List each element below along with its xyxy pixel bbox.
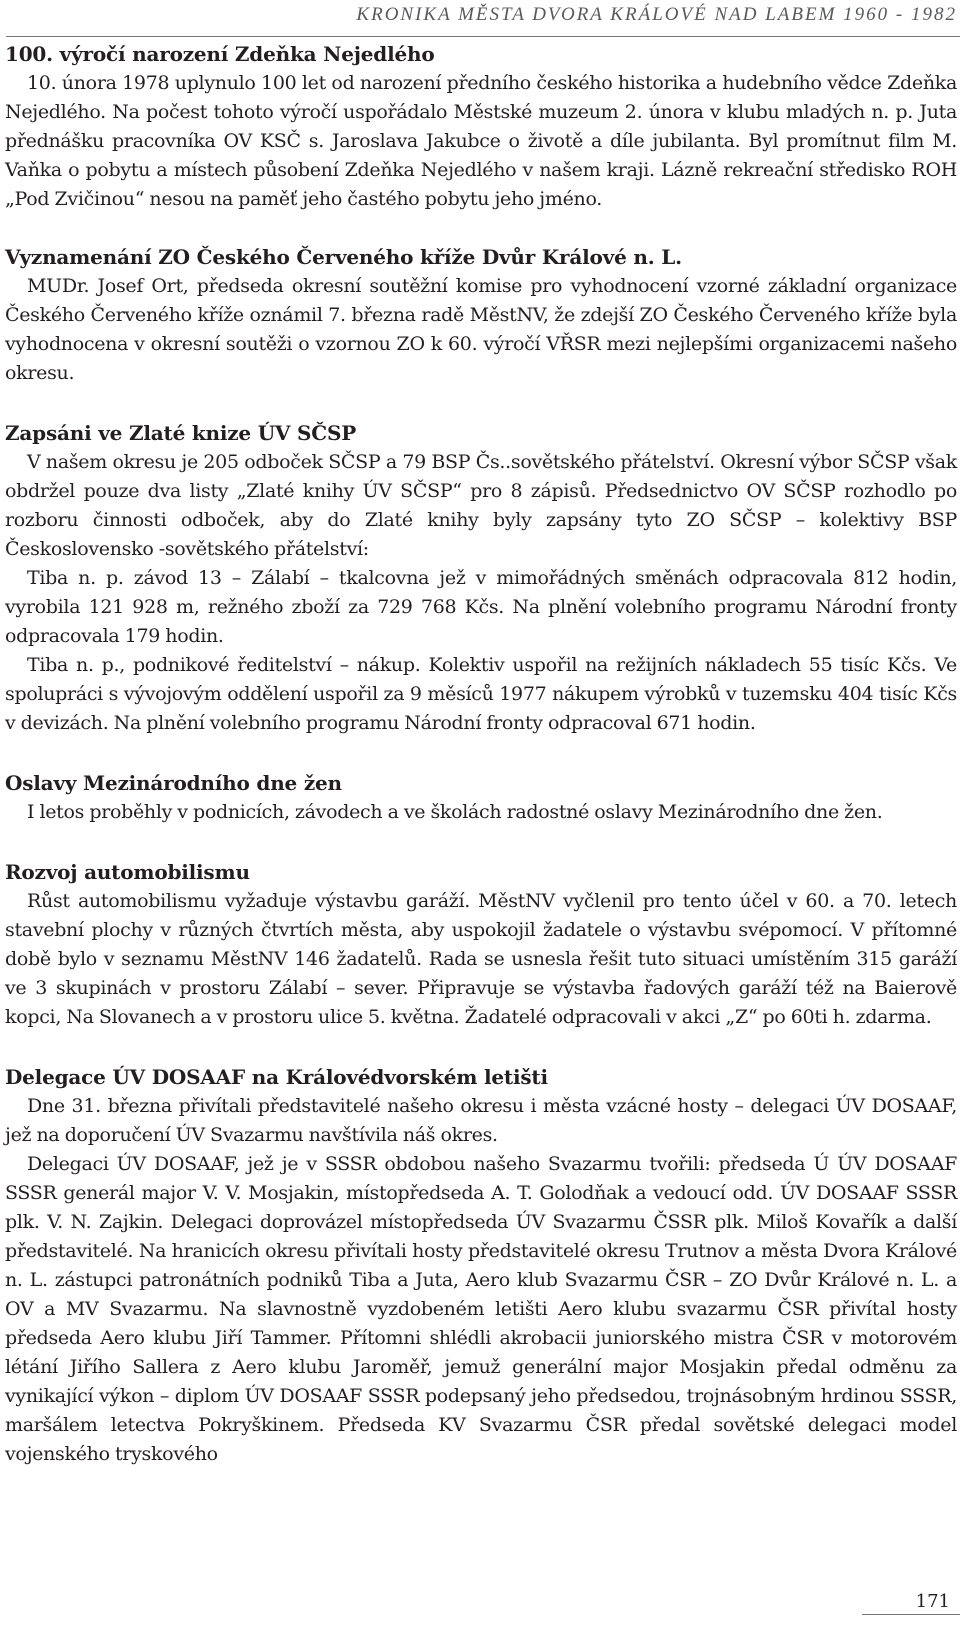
paragraph: Dne 31. března přivítali představitelé našeho okresu i města vzácné hosty – delegaci ÚV DOSAAF, jež na doporučení ÚV Svazarmu navštívila náš okres.	[5, 1095, 957, 1146]
paragraph: Růst automobilismu vyžaduje výstavbu garáží. MěstNV vyčlenil pro tento účel v 60. a 70. letech stavební plochy v různých čtvrtích města, aby uspokojil žadatele o výstavbu svépomocí. V přítomné době bylo v seznamu MěstNV 146 žadatelů. Rada se usnesla řešit tuto situaci umístěním 315 garáží ve 3 skupinách v prostoru Zálabí – sever. Připravuje se výstavba řadových garáží též na Baierově kopci, Na Slovanech a v prostoru ulice 5. května. Žadatelé odpracovali v akci „Z“ po 60ti h. zdarma.	[5, 890, 957, 1028]
section-nejedly	[5, 40, 957, 214]
footer-divider	[862, 1614, 960, 1615]
paragraph: Tiba n. p., podnikové ředitelství – nákup. Kolektiv uspořil na režijních nákladech 55 tisíc Kčs. Ve spolupráci s vývojovým oddělení uspořil za 9 měsíců 1977 nákupem výrobků v tuzemsku 404 tisíc Kčs v devizách. Na plnění volebního programu Národní fronty odpracoval 671 hodin.	[5, 654, 957, 734]
page-header	[0, 0, 960, 36]
paragraph: 10. února 1978 uplynulo 100 let od narození předního českého historika a hudebního vědce Zdeňka Nejedlého. Na počest tohoto výročí uspořádalo Městské muzeum 2. února v klubu mladých n. p. Juta přednášku pracovníka OV KSČ s. Jaroslava Jakubce o životě a díle jubilanta. Byl promítnut film M. Vaňka o pobytu a místech působení Zdeňka Nejedlého v našem kraji. Lázně rekreační středisko ROH „Pod Zvičinou“ nesou na paměť jeho častého pobytu jeho jméno.	[5, 72, 957, 210]
chronicle-title: KRONIKA MĚSTA DVORA KRÁLOVÉ NAD LABEM 1960 - 1982	[356, 4, 957, 25]
section-heading: Vyznamenání ZO Českého Červeného kříže Dvůr Králové n. L.	[5, 245, 682, 269]
section-dosaaf	[5, 1063, 957, 1469]
section-red-cross	[5, 243, 957, 388]
paragraph: Tiba n. p. závod 13 – Zálabí – tkalcovna jež v mimořádných směnách odpracovala 812 hodin, vyrobila 121 928 m, režného zboží za 729 768 Kčs. Na plnění volebního programu Národní fronty odpracovala 179 hodin.	[5, 567, 957, 647]
paragraph: I letos proběhly v podnicích, závodech a ve školách radostné oslavy Mezinárodního dne žen.	[27, 801, 883, 823]
section-heading: Rozvoj automobilismu	[5, 860, 250, 884]
section-heading: Oslavy Mezinárodního dne žen	[5, 771, 342, 795]
section-automobilism	[5, 858, 957, 1032]
paragraph: Delegaci ÚV DOSAAF, jež je v SSSR obdobou našeho Svazarmu tvořili: předseda Ú ÚV DOSAAF SSSR generál major V. V. Mosjakin, místopředseda A. T. Golodňak a vedoucí odd. ÚV DOSAAF SSSR plk. V. N. Zajkin. Delegaci doprovázel místopředseda ÚV Svazarmu ČSSR plk. Miloš Kovařík a další představitelé. Na hranicích okresu přivítali hosty představitelé okresu Trutnov a města Dvora Králové n. L. zástupci patronátních podniků Tiba a Juta, Aero klub Svazarmu ČSR – ZO Dvůr Králové n. L. a OV a MV Svazarmu. Na slavnostně vyzdobeném letišti Aero klubu svazarmu ČSR přivítal hosty předseda Aero klubu Jiří Tammer. Přítomni shlédli akrobacii juniorského mistra ČSR v motorovém létání Jiřího Sallera z Aero klubu Jaroměř, jemuž generální major Mosjakin předal odměnu za vynikající výkon – diplom ÚV DOSAAF SSSR podepsaný jeho předsedou, trojnásobným hrdinou SSSR, maršálem letectva Pokryškinem. Předseda KV Svazarmu ČSR předal sovětské delegaci model vojenského tryskového	[5, 1153, 957, 1465]
page-content	[5, 40, 957, 1469]
section-heading: Zapsáni ve Zlaté knize ÚV SČSP	[5, 421, 357, 445]
section-womens-day	[5, 769, 957, 827]
section-heading: Delegace ÚV DOSAAF na Královédvorském letišti	[5, 1065, 548, 1089]
section-heading: 100. výročí narození Zdeňka Nejedlého	[5, 42, 435, 66]
page-number: 171	[915, 1591, 950, 1612]
header-divider	[6, 36, 960, 37]
paragraph: V našem okresu je 205 odboček SČSP a 79 BSP Čs..sovětského přátelství. Okresní výbor SČSP však obdržel pouze dva listy „Zlaté knihy ÚV SČSP“ pro 8 zápisů. Předsednictvo OV SČSP rozhodlo po rozboru činnosti odboček, aby do Zlaté knihy byly zapsány tyto ZO SČSP – kolektivy BSP Československo -sovětského přátelství:	[5, 451, 957, 560]
paragraph: MUDr. Josef Ort, předseda okresní soutěžní komise pro vyhodnocení vzorné základní organizace Českého Červeného kříže oznámil 7. března radě MěstNV, že zdejší ZO Českého Červeného kříže byla vyhodnocena v okresní soutěži o vzornou ZO k 60. výročí VŘSR mezi nejlepšími organizacemi našeho okresu.	[5, 275, 957, 384]
section-golden-book	[5, 419, 957, 738]
